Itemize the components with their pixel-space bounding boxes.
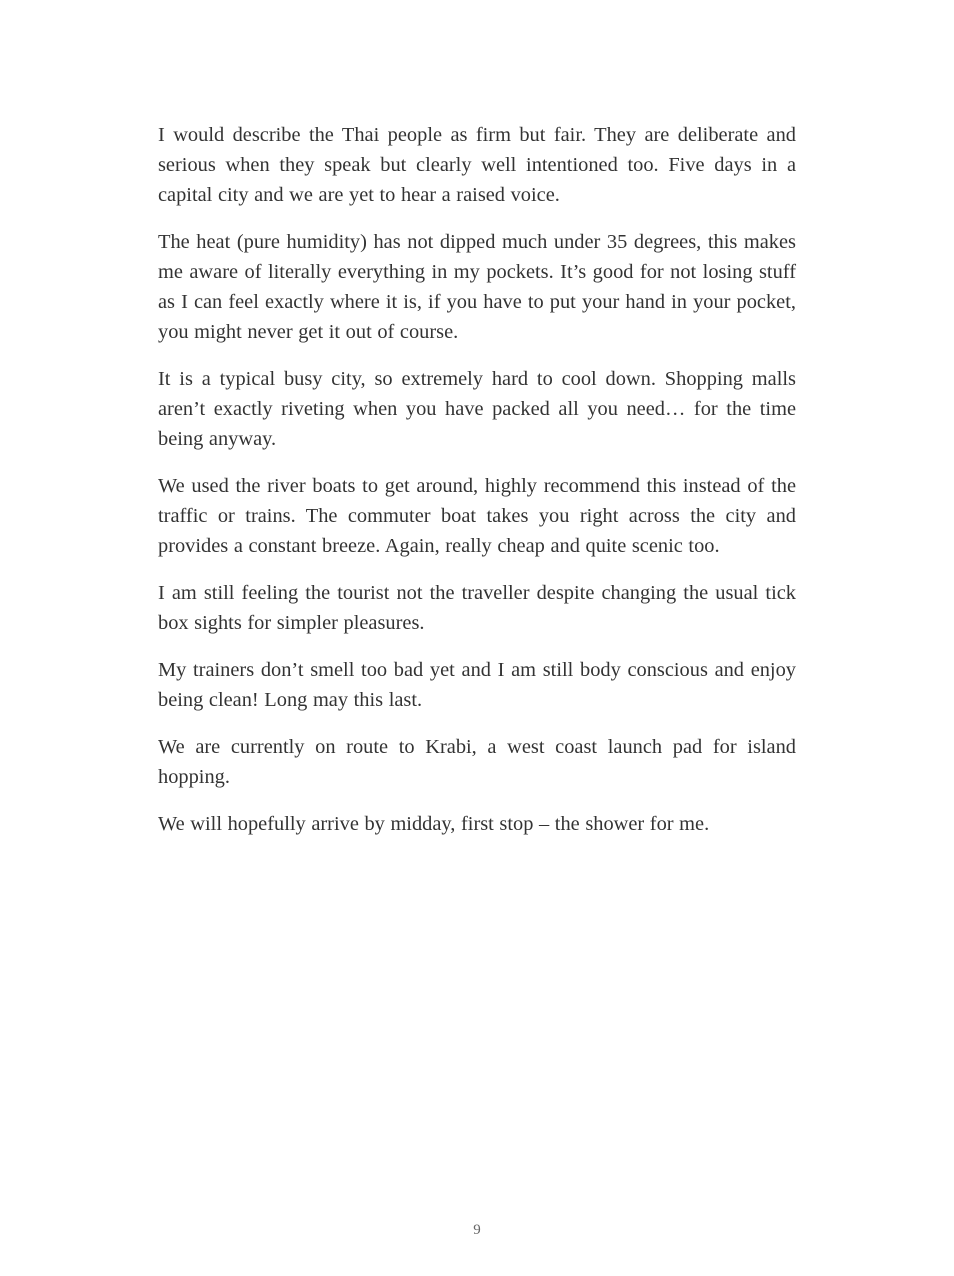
- paragraph-6: My trainers don’t smell too bad yet and I am still body conscious and enjoy being clean! Long may this last.: [158, 659, 796, 711]
- paragraph-2: The heat (pure humidity) has not dipped much under 35 degrees, this makes me aware of literally everything in my pockets. It’s good for not losing stuff as I can feel exactly where it is, if you have to put your hand in your pocket, you might never get it out of course.: [158, 231, 796, 343]
- paragraph-5: I am still feeling the tourist not the traveller despite changing the usual tick box sights for simpler pleasures.: [158, 582, 796, 634]
- paragraph-7: We are currently on route to Krabi, a west coast launch pad for island hopping.: [158, 736, 796, 788]
- paragraph-4: We used the river boats to get around, highly recommend this instead of the traffic or trains. The commuter boat takes you right across the city and provides a constant breeze. Again, really cheap and quite scenic too.: [158, 475, 796, 557]
- paragraph-1: I would describe the Thai people as firm but fair. They are deliberate and serious when they speak but clearly well intentioned too. Five days in a capital city and we are yet to hear a raised voice.: [158, 124, 796, 206]
- body-text: [158, 120, 796, 856]
- paragraph-3: It is a typical busy city, so extremely hard to cool down. Shopping malls aren’t exactly riveting when you have packed all you need… for the time being anyway.: [158, 368, 796, 450]
- page-number: 9: [473, 1222, 481, 1238]
- paragraph-8: We will hopefully arrive by midday, first stop – the shower for me.: [158, 813, 710, 835]
